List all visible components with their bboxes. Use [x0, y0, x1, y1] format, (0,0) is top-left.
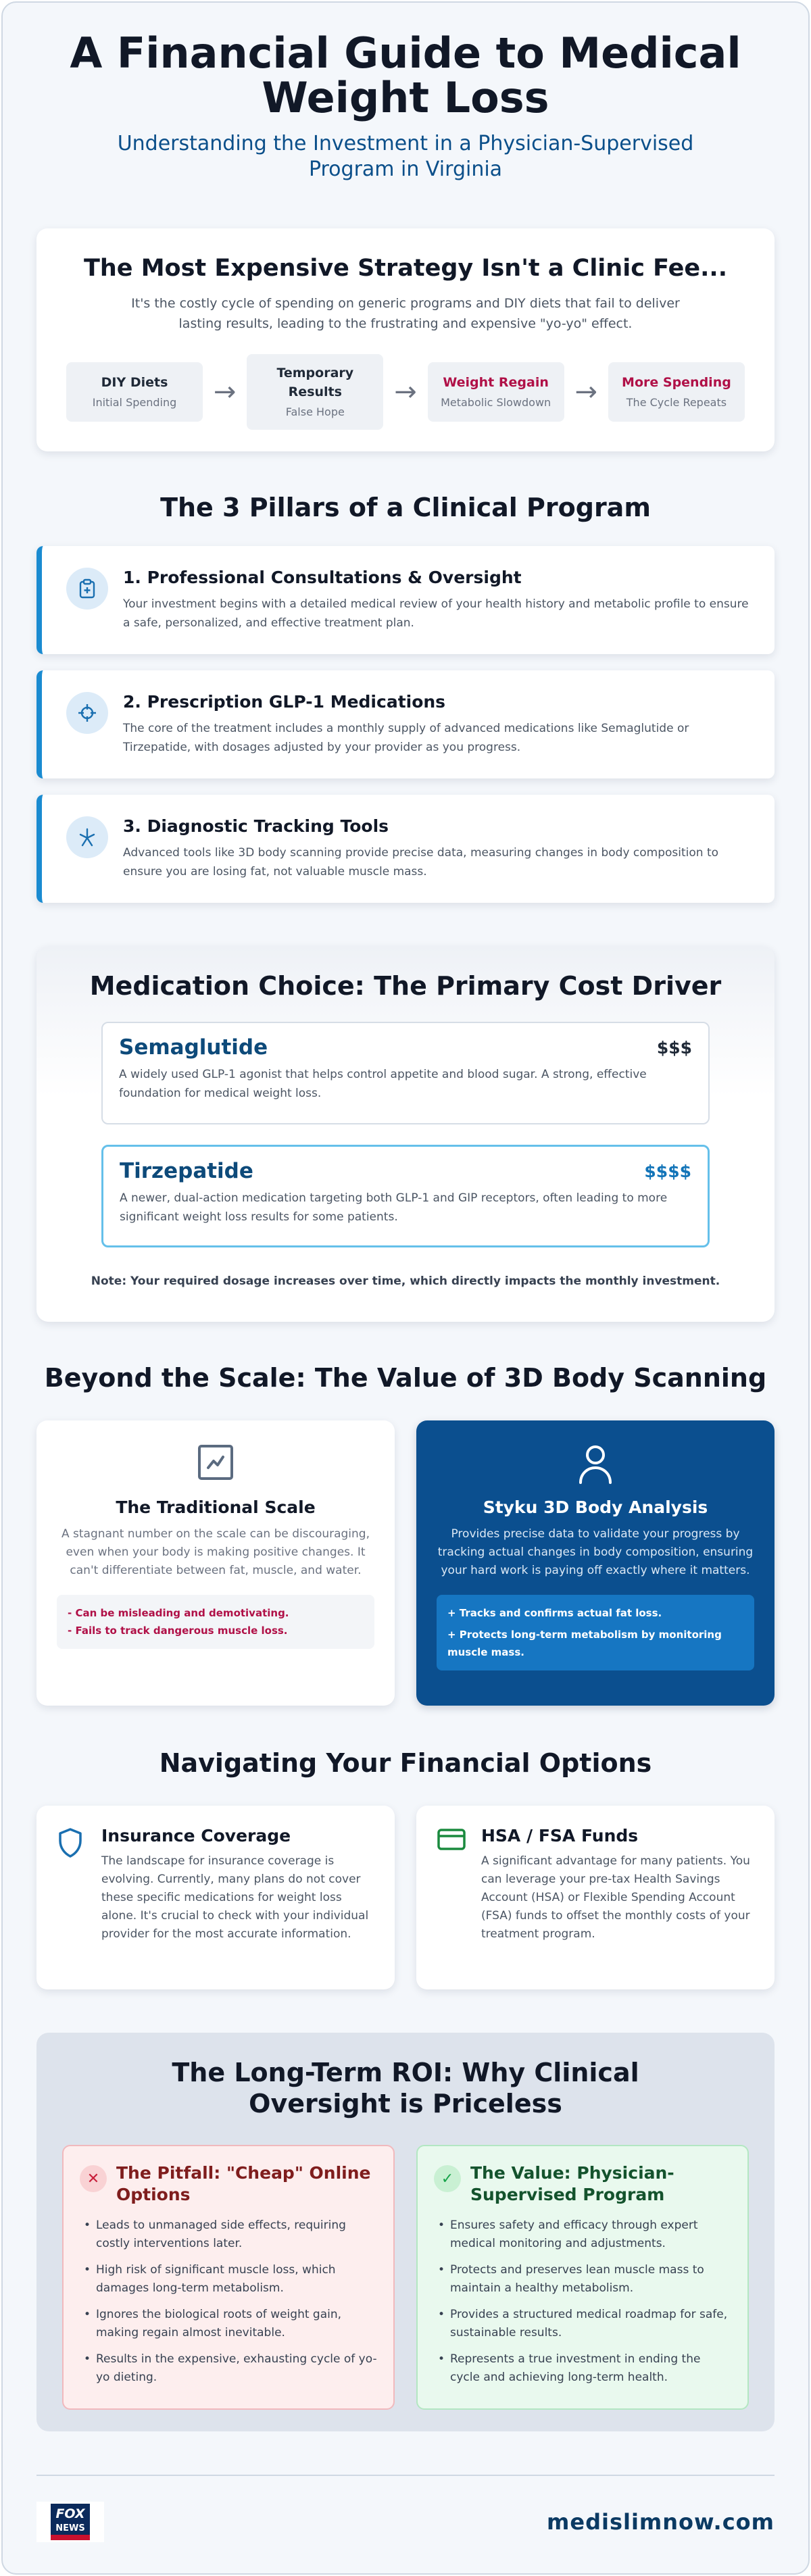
- pillar-consultations: [36, 546, 775, 654]
- medication-description: A widely used GLP-1 agonist that helps control appetite and blood sugar. A strong, effective foundation for medical weight loss.: [119, 1068, 647, 1100]
- value-card: [416, 2145, 749, 2410]
- scanning-title: Beyond the Scale: The Value of 3D Body Scanning: [44, 1363, 767, 1393]
- benefit-item: + Protects long-term metabolism by monitoring muscle mass.: [447, 1629, 722, 1658]
- site-url-link[interactable]: medislimnow.com: [547, 2509, 775, 2535]
- clipboard-icon: [66, 568, 108, 610]
- strategy-card: [36, 228, 775, 451]
- list-item: • Represents a true investment in ending the cycle and achieving long-term health.: [434, 2350, 731, 2387]
- medication-name: Tirzepatide: [120, 1159, 253, 1183]
- cycle-step-subtitle: False Hope: [285, 405, 345, 418]
- scan-comparison: [36, 1420, 775, 1706]
- scale-chart-icon: [57, 1443, 374, 1485]
- drawback-item: - Can be misleading and demotivating.: [68, 1607, 289, 1619]
- pitfall-card: [62, 2145, 395, 2410]
- traditional-scale-title: The Traditional Scale: [116, 1497, 316, 1517]
- arrow-right-icon: →: [213, 376, 237, 407]
- medication-note: Note: Your required dosage increases over time, which directly impacts the monthly investment.: [91, 1274, 720, 1288]
- medication-price: $$$: [656, 1037, 692, 1058]
- list-item: • High risk of significant muscle loss, which damages long-term metabolism.: [80, 2261, 377, 2298]
- hsa-fsa-card: [416, 1806, 775, 1989]
- cycle-step-subtitle: The Cycle Repeats: [626, 396, 727, 409]
- financial-title: Navigating Your Financial Options: [159, 1748, 652, 1778]
- logo-text: NEWS: [55, 2523, 85, 2533]
- close-icon: ✕: [80, 2165, 107, 2192]
- logo-text: FOX: [55, 2506, 85, 2521]
- cycle-step-diy-diets: [66, 362, 203, 422]
- pillar-title: 1. Professional Consultations & Oversight: [123, 568, 522, 587]
- styku-title: Styku 3D Body Analysis: [483, 1497, 708, 1517]
- pillar-title: 3. Diagnostic Tracking Tools: [123, 816, 389, 836]
- list-item: • Protects and preserves lean muscle mass to maintain a healthy metabolism.: [434, 2261, 731, 2298]
- pillar-text: Advanced tools like 3D body scanning provide precise data, measuring changes in body composition to ensure you are losing fat, not valuable muscle mass.: [123, 846, 719, 878]
- medication-title: Medication Choice: The Primary Cost Driver: [89, 971, 722, 1001]
- pillar-text: The core of the treatment includes a monthly supply of advanced medications like Semaglutide or Tirzepatide, with dosages adjusted by your provider as you progress.: [123, 722, 689, 754]
- body-scan-icon: [66, 816, 108, 858]
- list-item: • Ignores the biological roots of weight gain, making regain almost inevitable.: [80, 2306, 377, 2342]
- cycle-step-title: DIY Diets: [101, 375, 168, 390]
- benefit-item: + Tracks and confirms actual fat loss.: [447, 1607, 662, 1619]
- list-item: • Provides a structured medical roadmap for safe, sustainable results.: [434, 2306, 731, 2342]
- crosshair-icon: [66, 692, 108, 734]
- roi-section: [36, 2033, 775, 2431]
- insurance-coverage-card: [36, 1806, 395, 1989]
- arrow-right-icon: →: [574, 376, 598, 407]
- pillar-text: Your investment begins with a detailed medical review of your health history and metabolic profile to ensure a safe, personalized, and effective treatment plan.: [123, 597, 749, 630]
- cycle-step-weight-regain: [428, 362, 564, 422]
- styku-analysis-card: [416, 1420, 775, 1706]
- value-list: [434, 2216, 731, 2387]
- insurance-text: The landscape for insurance coverage is evolving. Currently, many plans do not cover these specific medications for weight loss alone. It's crucial to check with your individual provider for the most accurate information.: [101, 1854, 369, 1941]
- financial-options: [36, 1806, 775, 1989]
- yo-yo-cycle-flow: [66, 354, 745, 430]
- cycle-step-temporary-results: [247, 354, 383, 430]
- pillar-tracking-tools: [36, 795, 775, 903]
- medication-description: A newer, dual-action medication targeting both GLP-1 and GIP receptors, often leading to more significant weight loss results for some patients.: [120, 1191, 668, 1224]
- roi-comparison: [62, 2145, 749, 2410]
- roi-title: The Long-Term ROI: Why Clinical Oversight is Priceless: [172, 2058, 639, 2119]
- page-title: A Financial Guide to Medical Weight Loss: [70, 28, 741, 122]
- traditional-scale-card: [36, 1420, 395, 1706]
- list-item: • Ensures safety and efficacy through expert medical monitoring and adjustments.: [434, 2216, 731, 2253]
- pitfall-title: The Pitfall: "Cheap" Online Options: [116, 2163, 371, 2204]
- fox-news-logo[interactable]: [36, 2502, 104, 2542]
- pitfall-list: [80, 2216, 377, 2387]
- pillar-medications: [36, 670, 775, 778]
- pillar-title: 2. Prescription GLP-1 Medications: [123, 692, 446, 712]
- traditional-scale-text: A stagnant number on the scale can be discouraging, even when your body is making positive changes. It can't differentiate between fat, muscle, and water.: [61, 1527, 370, 1577]
- strategy-title: The Most Expensive Strategy Isn't a Clinic Fee...: [83, 255, 728, 282]
- person-icon: [437, 1443, 754, 1485]
- insurance-title: Insurance Coverage: [101, 1826, 291, 1846]
- cycle-step-subtitle: Metabolic Slowdown: [441, 396, 551, 409]
- footer-divider: [36, 2475, 775, 2476]
- drawback-item: - Fails to track dangerous muscle loss.: [68, 1625, 288, 1637]
- styku-benefits: [437, 1595, 754, 1670]
- shield-icon: [57, 1827, 85, 1989]
- arrow-right-icon: →: [394, 376, 417, 407]
- cycle-step-subtitle: Initial Spending: [92, 396, 177, 409]
- checkmark-icon: ✓: [434, 2165, 461, 2192]
- cycle-step-title: More Spending: [622, 375, 731, 390]
- medication-name: Semaglutide: [119, 1035, 268, 1060]
- hsa-text: A significant advantage for many patients. You can leverage your pre-tax Health Savings Account (HSA) or Flexible Spending Account (FSA) funds to offset the monthly costs of your treatment program.: [481, 1854, 750, 1941]
- strategy-description: It's the costly cycle of spending on generic programs and DIY diets that fail to deliver lasting results, leading to the frustrating and expensive "yo-yo" effect.: [131, 296, 680, 331]
- styku-text: Provides precise data to validate your progress by tracking actual changes in body composition, ensuring your hard work is paying off exactly where it matters.: [437, 1527, 754, 1577]
- medication-price: $$$$: [644, 1161, 691, 1181]
- pillars-title: The 3 Pillars of a Clinical Program: [160, 493, 651, 522]
- list-item: • Leads to unmanaged side effects, requiring costly interventions later.: [80, 2216, 377, 2253]
- infographic-frame: [1, 1, 810, 2575]
- credit-card-icon: [437, 1827, 465, 1989]
- traditional-scale-drawbacks: [57, 1595, 374, 1649]
- value-title: The Value: Physician-Supervised Program: [470, 2163, 674, 2204]
- footer: [36, 2502, 775, 2542]
- cycle-step-title: Temporary Results: [276, 366, 354, 399]
- medication-option-tirzepatide: [101, 1145, 710, 1247]
- list-item: • Results in the expensive, exhausting cycle of yo-yo dieting.: [80, 2350, 377, 2387]
- cycle-step-more-spending: [608, 362, 745, 422]
- medication-option-semaglutide: [101, 1022, 710, 1124]
- page-subtitle: Understanding the Investment in a Physician-Supervised Program in Virginia: [117, 132, 694, 181]
- hsa-title: HSA / FSA Funds: [481, 1826, 639, 1846]
- medication-section: [36, 946, 775, 1322]
- cycle-step-title: Weight Regain: [443, 375, 549, 390]
